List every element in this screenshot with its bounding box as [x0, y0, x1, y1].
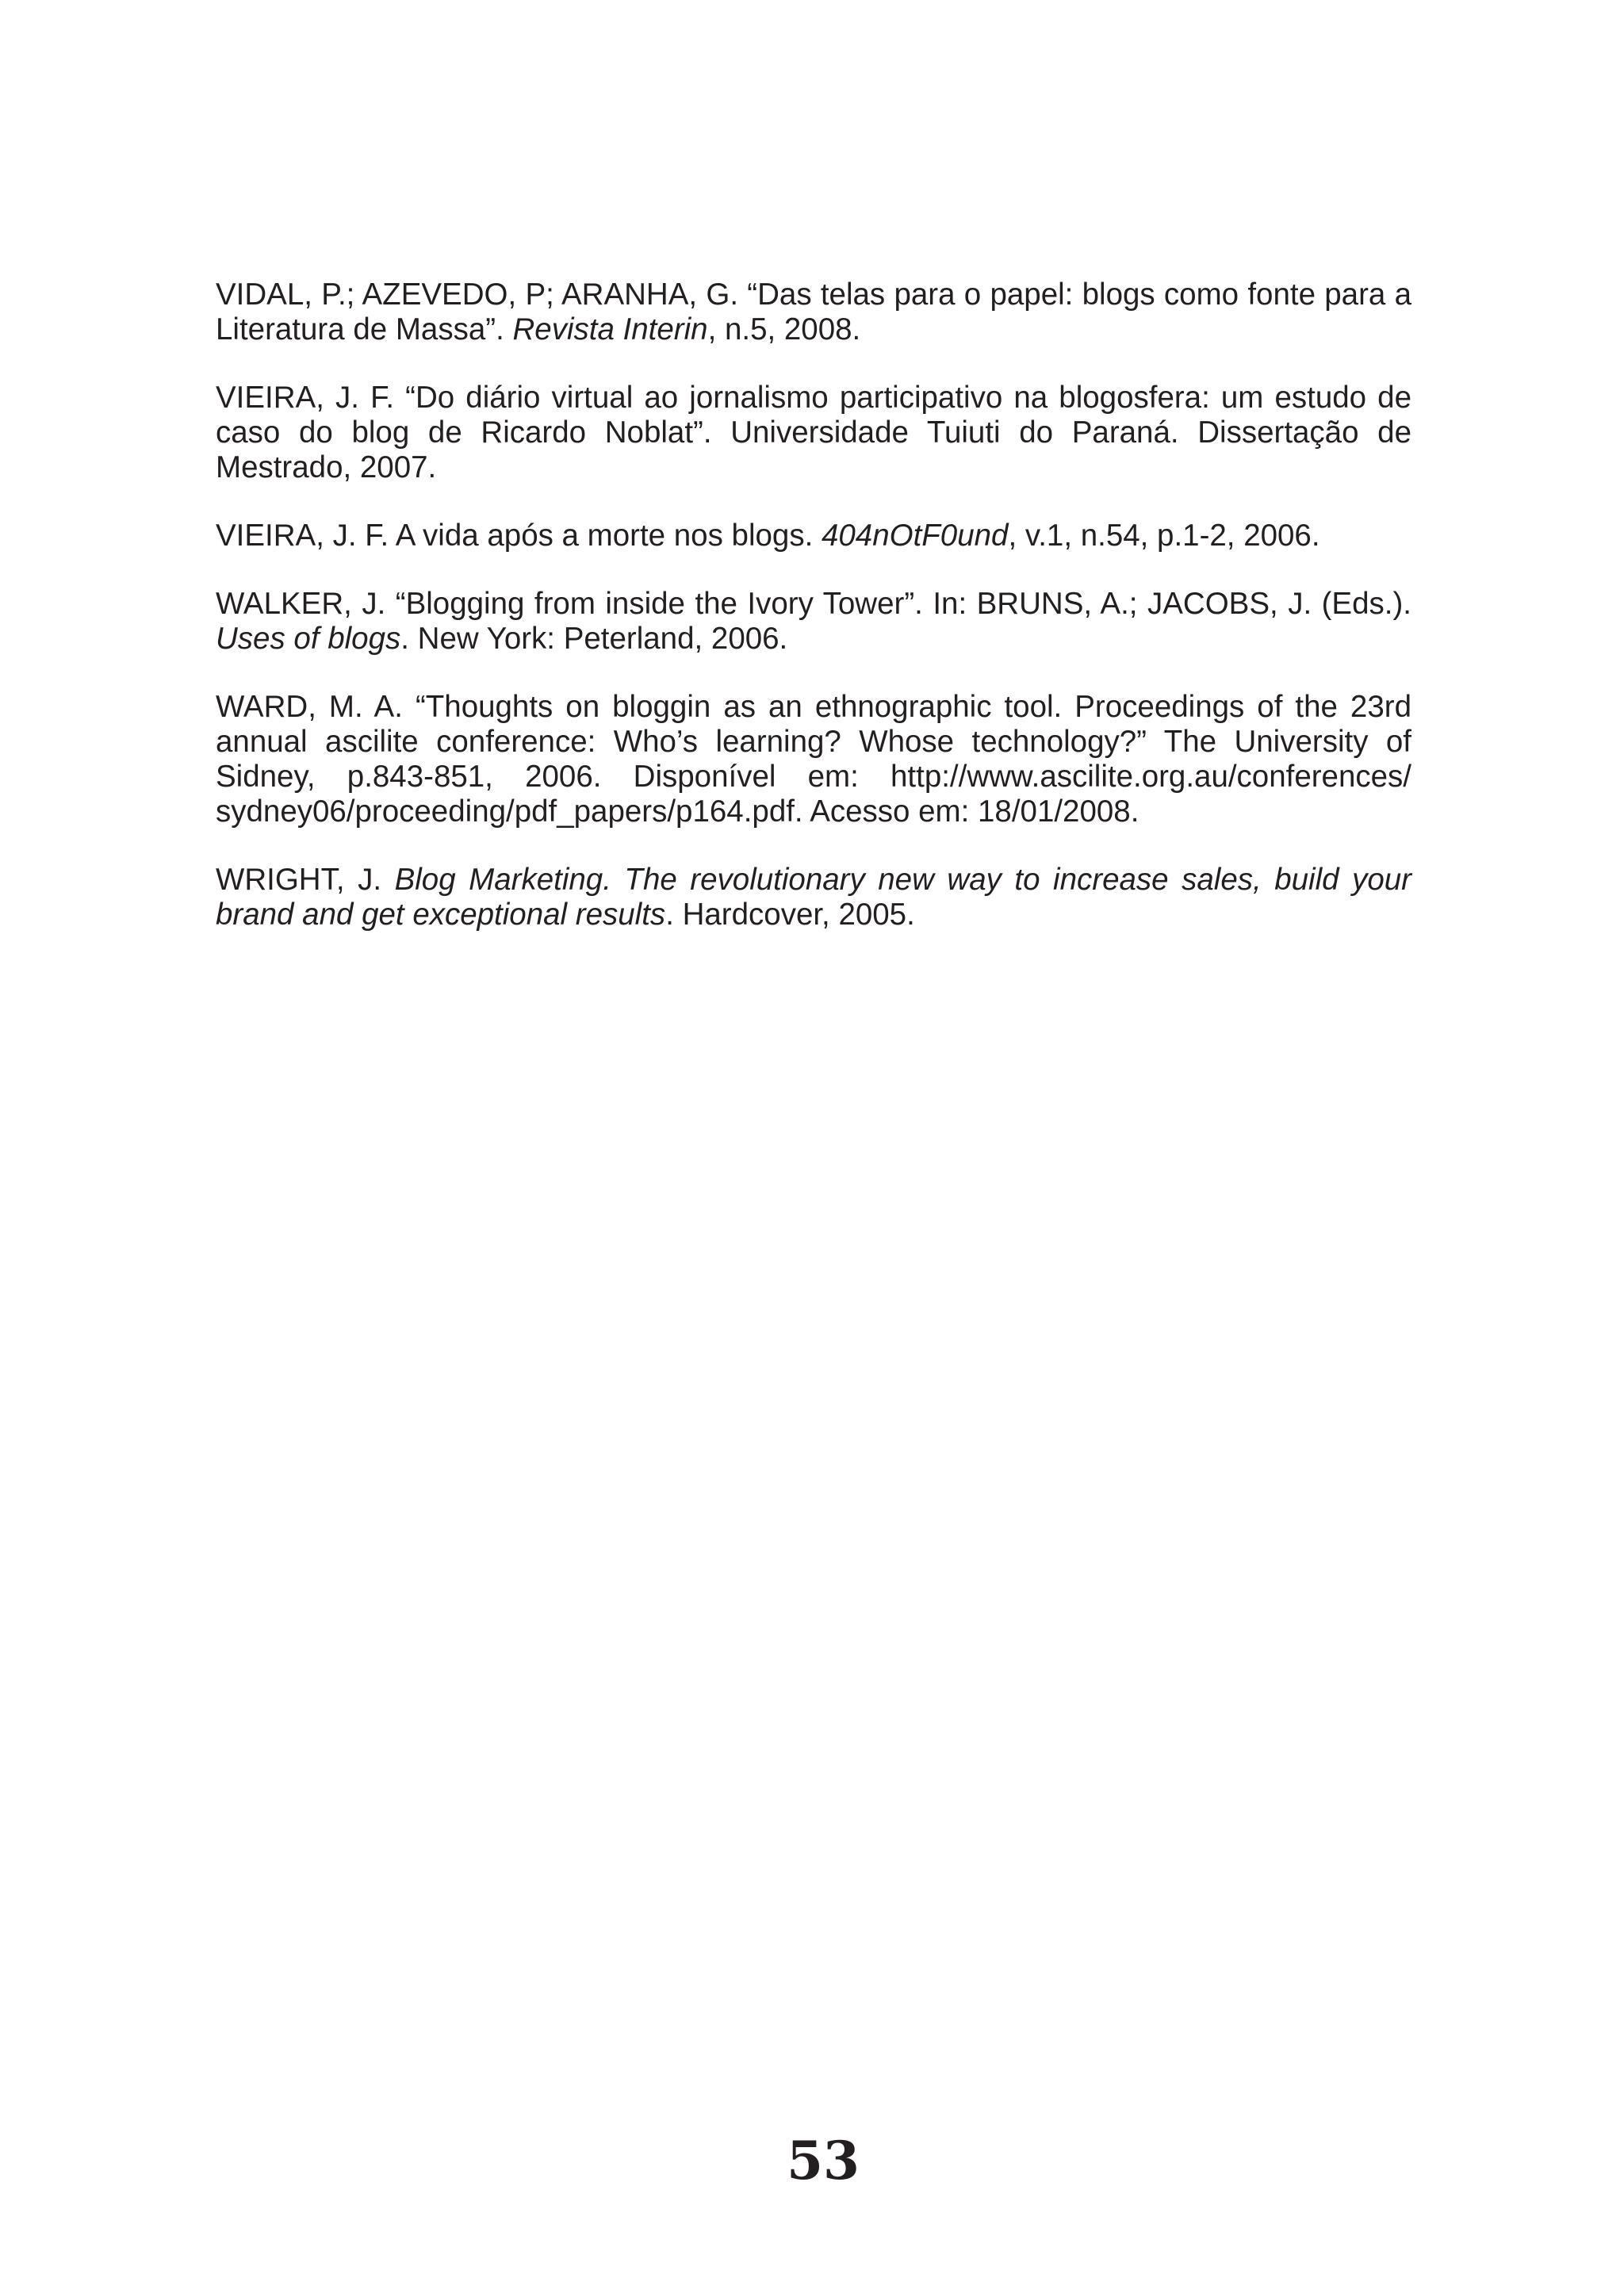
- reference-entry: [216, 381, 1411, 485]
- reference-text: , v.1, n.54, p.1-2, 2006.: [1008, 519, 1320, 553]
- reference-text: . Hardcover, 2005.: [665, 898, 915, 932]
- reference-entry: [216, 519, 1411, 553]
- reference-entry: [216, 690, 1411, 829]
- reference-text: , n.5, 2008.: [707, 312, 861, 346]
- reference-italic-title: Revista Interin: [512, 312, 708, 346]
- reference-text: WRIGHT, J.: [216, 863, 395, 897]
- reference-text: VIEIRA, J. F. “Do diário virtual ao jornalismo participativo na blogosfera: um estudo de caso do blog de Ricardo Noblat”. Universidade Tuiuti do Paraná. Dissertação de Mestrado, 2007.: [216, 381, 1411, 484]
- reference-entry: [216, 863, 1411, 932]
- reference-list: [216, 278, 1411, 966]
- reference-text: VIEIRA, J. F. A vida após a morte nos blogs.: [216, 519, 822, 553]
- reference-text: . New York: Peterland, 2006.: [400, 622, 788, 656]
- reference-text: WALKER, J. “Blogging from inside the Ivory Tower”. In: BRUNS, A.; JACOBS, J. (Eds.).: [216, 587, 1411, 621]
- reference-italic-title: Blog Marketing. The revolutionary new way to increase sales, build your brand and get exceptional results: [216, 863, 1411, 932]
- page-number: 53: [787, 2130, 860, 2192]
- reference-entry: [216, 587, 1411, 657]
- reference-entry: [216, 278, 1411, 347]
- reference-text: VIDAL, P.; AZEVEDO, P; ARANHA, G. “Das telas para o papel: blogs como fonte para a Literatura de Massa”.: [216, 278, 1411, 346]
- reference-italic-title: Uses of blogs: [216, 622, 401, 656]
- reference-text: WARD, M. A. “Thoughts on bloggin as an ethnographic tool. Proceedings of the 23rd annual ascilite conference: Who’s learning? Whose technology?” The University of Sidney, p.843-851, 2006. Disponível em: http://www.ascilite.org.au/conferences/ sydney06/proceeding/pdf_papers/p164.pdf. Acesso em: 18/01/2008.: [216, 690, 1411, 829]
- reference-italic-title: 404nOtF0und: [821, 519, 1009, 553]
